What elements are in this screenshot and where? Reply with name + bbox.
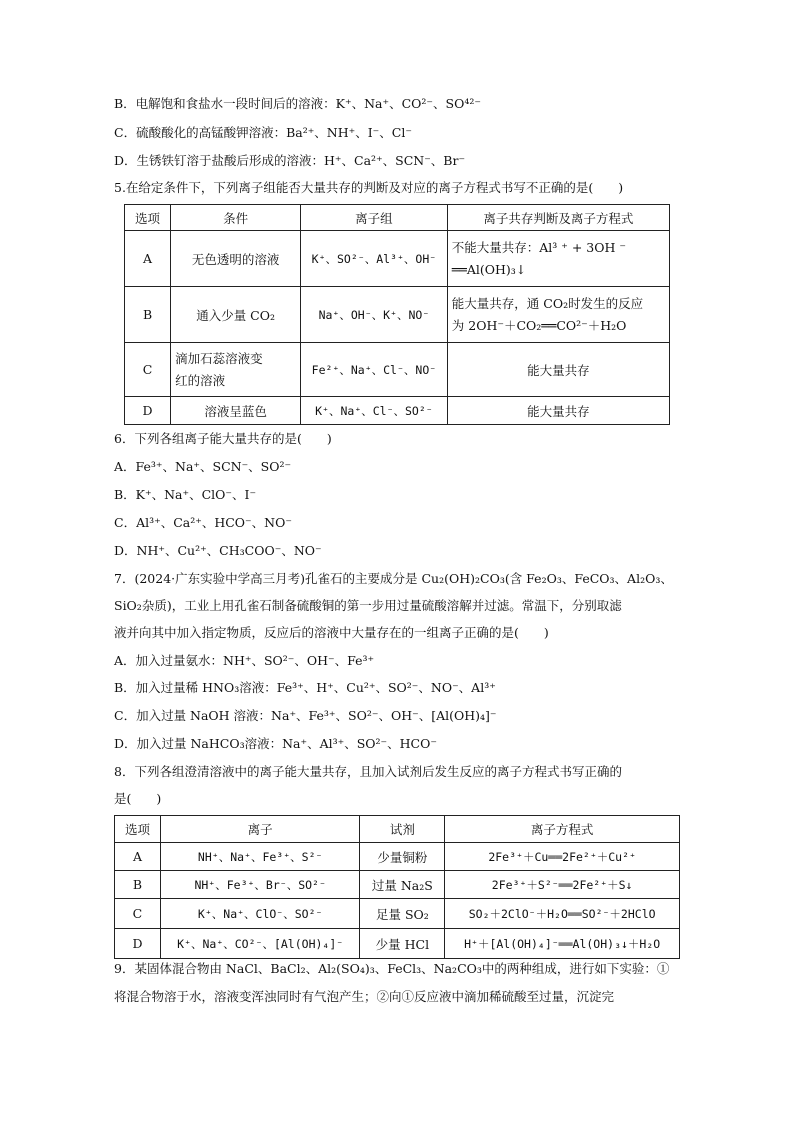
q5-row-d-option: D	[125, 397, 171, 425]
q8-header-reagent: 试剂	[360, 816, 445, 843]
q8-row-b-ions: NH⁺、Fe³⁺、Br⁻、SO²⁻	[160, 871, 360, 899]
q5-row-a-judgement-line1: 不能大量共存：Al³ ⁺ + 3OH ⁻	[451, 239, 626, 255]
q5-header-condition: 条件	[171, 205, 301, 231]
q8-row-b-reagent: 过量 Na₂S	[360, 871, 445, 899]
q5-header-row	[125, 205, 670, 231]
q6-option-a: A．Fe³⁺、Na⁺、SCN⁻、SO²⁻	[114, 459, 292, 474]
q8-row-d-equation: H⁺＋[Al(OH)₄]⁻══Al(OH)₃↓＋H₂O	[445, 929, 680, 959]
table-row	[125, 287, 670, 343]
q5-row-b-ions: Na⁺、OH⁻、K⁺、NO⁻	[301, 287, 448, 343]
q8-row-a-option: A	[115, 843, 161, 871]
q8-table	[114, 815, 680, 959]
table-row	[115, 929, 680, 959]
q5-row-d-ions: K⁺、Na⁺、Cl⁻、SO²⁻	[301, 397, 448, 425]
q5-row-d-judgement: 能大量共存	[447, 397, 669, 425]
q7-option-d: D．加入过量 NaHCO₃溶液：Na⁺、Al³⁺、SO²⁻、HCO⁻	[114, 736, 437, 751]
q9-text-line1: 9．某固体混合物由 NaCl、BaCl₂、Al₂(SO₄)₃、FeCl₃、Na₂CO₃中的两种组成，进行如下实验：①	[114, 961, 670, 976]
q8-row-b-equation: 2Fe³⁺＋S²⁻══2Fe²⁺＋S↓	[445, 871, 680, 899]
q8-row-d-reagent: 少量 HCl	[360, 929, 445, 959]
q5-row-a-option: A	[125, 231, 171, 287]
q5-row-c-condition-line2: 红的溶液	[175, 372, 226, 388]
q5-row-b-condition: 通入少量 CO₂	[171, 287, 301, 343]
q5-table	[124, 204, 670, 425]
q5-row-a-condition: 无色透明的溶液	[171, 231, 301, 287]
q8-stem-line1: 8．下列各组澄清溶液中的离子能大量共存，且加入试剂后发生反应的离子方程式书写正确的	[114, 764, 622, 779]
option-c-prev: C．硫酸酸化的高锰酸钾溶液：Ba²⁺、NH⁺、I⁻、Cl⁻	[114, 125, 412, 140]
option-d-prev: D．生锈铁钉溶于盐酸后形成的溶液：H⁺、Ca²⁺、SCN⁻、Br⁻	[114, 153, 466, 168]
q5-row-a-ions: K⁺、SO²⁻、Al³⁺、OH⁻	[301, 231, 448, 287]
q7-stem-line3: 液并向其中加入指定物质，反应后的溶液中大量存在的一组离子正确的是( )	[114, 625, 549, 640]
q5-row-c-ions: Fe²⁺、Na⁺、Cl⁻、NO⁻	[301, 343, 448, 397]
q7-stem-line1: 7．(2024·广东实验中学高三月考)孔雀石的主要成分是 Cu₂(OH)₂CO₃(含 Fe₂O₃、FeCO₃、Al₂O₃、	[114, 571, 673, 586]
q8-row-a-ions: NH⁺、Na⁺、Fe³⁺、S²⁻	[160, 843, 360, 871]
q7-stem-line2: SiO₂杂质)，工业上用孔雀石制备硫酸铜的第一步用过量硫酸溶解并过滤。常温下，分别取滤	[114, 598, 622, 613]
q8-header-row	[115, 816, 680, 843]
table-row	[125, 343, 670, 397]
q5-header-option: 选项	[125, 205, 171, 231]
q5-row-c-option: C	[125, 343, 171, 397]
q8-row-a-equation: 2Fe³⁺＋Cu══2Fe²⁺＋Cu²⁺	[445, 843, 680, 871]
option-b-prev: B．电解饱和食盐水一段时间后的溶液：K⁺、Na⁺、CO²⁻、SO⁴²⁻	[114, 96, 481, 111]
q8-header-equation: 离子方程式	[445, 816, 680, 843]
q8-row-a-reagent: 少量铜粉	[360, 843, 445, 871]
q8-row-c-option: C	[115, 899, 161, 929]
q5-stem: 5.在给定条件下，下列离子组能否大量共存的判断及对应的离子方程式书写不正确的是( )	[114, 180, 624, 195]
q8-row-c-equation: SO₂＋2ClO⁻＋H₂O══SO²⁻＋2HClO	[445, 899, 680, 929]
q6-option-d: D．NH⁺、Cu²⁺、CH₃COO⁻、NO⁻	[114, 543, 322, 558]
q8-row-d-ions: K⁺、Na⁺、CO²⁻、[Al(OH)₄]⁻	[160, 929, 360, 959]
q5-row-b-judgement-line2: 为 2OH⁻＋CO₂══CO²⁻＋H₂O	[451, 317, 627, 333]
q5-row-a-judgement	[447, 231, 669, 287]
q5-row-b-judgement	[447, 287, 669, 343]
q8-row-c-reagent: 足量 SO₂	[360, 899, 445, 929]
table-row	[115, 843, 680, 871]
q6-option-c: C．Al³⁺、Ca²⁺、HCO⁻、NO⁻	[114, 515, 292, 530]
q5-row-a-judgement-line2: ══Al(OH)₃↓	[451, 261, 527, 277]
q5-row-b-option: B	[125, 287, 171, 343]
q5-row-c-condition	[171, 343, 301, 397]
q6-stem: 6．下列各组离子能大量共存的是( )	[114, 431, 332, 446]
table-row	[115, 899, 680, 929]
q6-option-b: B．K⁺、Na⁺、ClO⁻、I⁻	[114, 487, 257, 502]
q8-header-ions: 离子	[160, 816, 360, 843]
table-row	[125, 231, 670, 287]
q7-option-a: A．加入过量氨水：NH⁺、SO²⁻、OH⁻、Fe³⁺	[114, 653, 375, 668]
q5-row-c-judgement: 能大量共存	[447, 343, 669, 397]
q8-row-d-option: D	[115, 929, 161, 959]
q7-option-b: B．加入过量稀 HNO₃溶液：Fe³⁺、H⁺、Cu²⁺、SO²⁻、NO⁻、Al³⁺	[114, 680, 496, 695]
q8-header-option: 选项	[115, 816, 161, 843]
q5-header-ions: 离子组	[301, 205, 448, 231]
q7-option-c: C．加入过量 NaOH 溶液：Na⁺、Fe³⁺、SO²⁻、OH⁻、[Al(OH)₄]⁻	[114, 708, 497, 723]
q8-row-b-option: B	[115, 871, 161, 899]
table-row	[125, 397, 670, 425]
q8-stem-line2: 是( )	[114, 791, 162, 806]
q5-row-b-judgement-line1: 能大量共存，通 CO₂时发生的反应	[451, 295, 644, 311]
q5-row-d-condition: 溶液呈蓝色	[171, 397, 301, 425]
table-row	[115, 871, 680, 899]
q5-header-judgement: 离子共存判断及离子方程式	[447, 205, 669, 231]
q9-text-line2: 将混合物溶于水，溶液变浑浊同时有气泡产生；②向①反应液中滴加稀硫酸至过量，沉淀完	[114, 989, 615, 1004]
q8-row-c-ions: K⁺、Na⁺、ClO⁻、SO²⁻	[160, 899, 360, 929]
q5-row-c-condition-line1: 滴加石蕊溶液变	[175, 350, 263, 366]
